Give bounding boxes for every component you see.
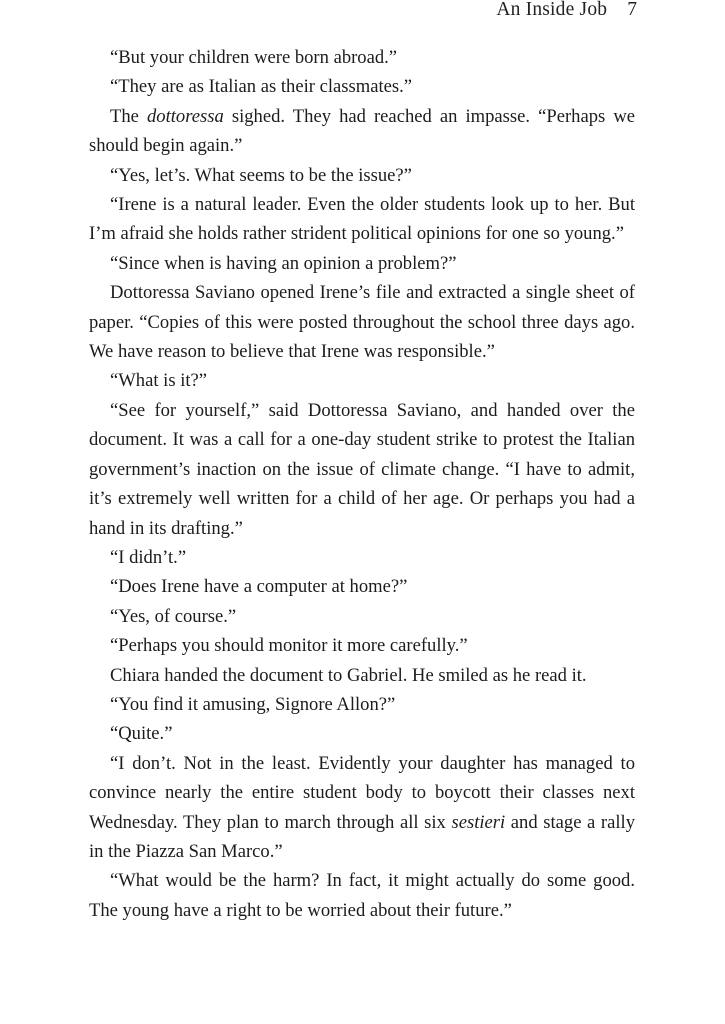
text-run: “I didn’t.” — [110, 546, 187, 568]
text-run: “What is it?” — [110, 370, 208, 392]
paragraph — [89, 190, 635, 249]
paragraph — [89, 72, 635, 101]
paragraph — [89, 161, 635, 190]
paragraph — [89, 543, 635, 572]
text-run: “You find it amusing, Signore Allon?” — [110, 693, 396, 715]
text-run: “Irene is a natural leader. Even the older students look up to her. But I’m afraid she holds rather strident political opinions for one so young.” — [89, 194, 635, 245]
text-run: “Yes, let’s. What seems to be the issue?” — [110, 164, 412, 186]
text-run: and stage a rally in the Piazza San Marco.” — [89, 811, 635, 862]
text-run: sighed. They had reached an impasse. “Perhaps we should begin again.” — [89, 105, 635, 157]
text-run: The — [110, 105, 147, 127]
italic-text: dottoressa — [146, 105, 224, 127]
text-run: “Quite.” — [110, 723, 173, 745]
text-run: “Since when is having an opinion a problem?” — [110, 252, 457, 274]
text-run: Chiara handed the document to Gabriel. He smiled as he read it. — [110, 664, 587, 686]
text-run: “Yes, of course.” — [110, 605, 237, 627]
paragraph — [89, 396, 635, 543]
paragraph — [89, 249, 635, 278]
text-run: “Perhaps you should monitor it more carefully.” — [110, 635, 468, 657]
text-run: “I don’t. Not in the least. Evidently your daughter has managed to convince nearly the entire student body to boycott their classes next Wednesday. They plan to march through all six — [89, 752, 635, 833]
paragraph — [89, 631, 635, 660]
paragraph — [89, 690, 635, 719]
page-number: 7 — [627, 0, 637, 20]
running-head — [496, 0, 637, 22]
paragraph — [89, 661, 635, 690]
body-text — [89, 43, 635, 925]
italic-text: sestieri — [451, 811, 506, 833]
text-run: “See for yourself,” said Dottoressa Saviano, and handed over the document. It was a call for a one-day student strike to protest the Italian government’s inaction on the issue of climate change. “I have to admit, it’s extremely well written for a child of her age. Or perhaps you had a hand in its drafting.” — [89, 399, 635, 539]
text-run: “What would be the harm? In fact, it might actually do some good. The young have a right to be worried about their future.” — [89, 870, 635, 921]
text-run: “They are as Italian as their classmates.” — [110, 76, 413, 98]
paragraph — [89, 602, 635, 631]
paragraph — [89, 102, 635, 161]
text-run: “But your children were born abroad.” — [110, 47, 398, 68]
paragraph — [89, 43, 635, 72]
text-run: Dottoressa Saviano opened Irene’s file and extracted a single sheet of paper. “Copies of this were posted throughout the school three days ago. We have reason to believe that Irene was responsible.” — [89, 282, 635, 363]
paragraph — [89, 572, 635, 601]
paragraph — [89, 749, 635, 867]
paragraph — [89, 366, 635, 395]
paragraph — [89, 719, 635, 748]
paragraph — [89, 278, 635, 366]
running-head-title: An Inside Job — [496, 0, 608, 20]
text-run: “Does Irene have a computer at home?” — [110, 576, 408, 598]
paragraph — [89, 866, 635, 925]
